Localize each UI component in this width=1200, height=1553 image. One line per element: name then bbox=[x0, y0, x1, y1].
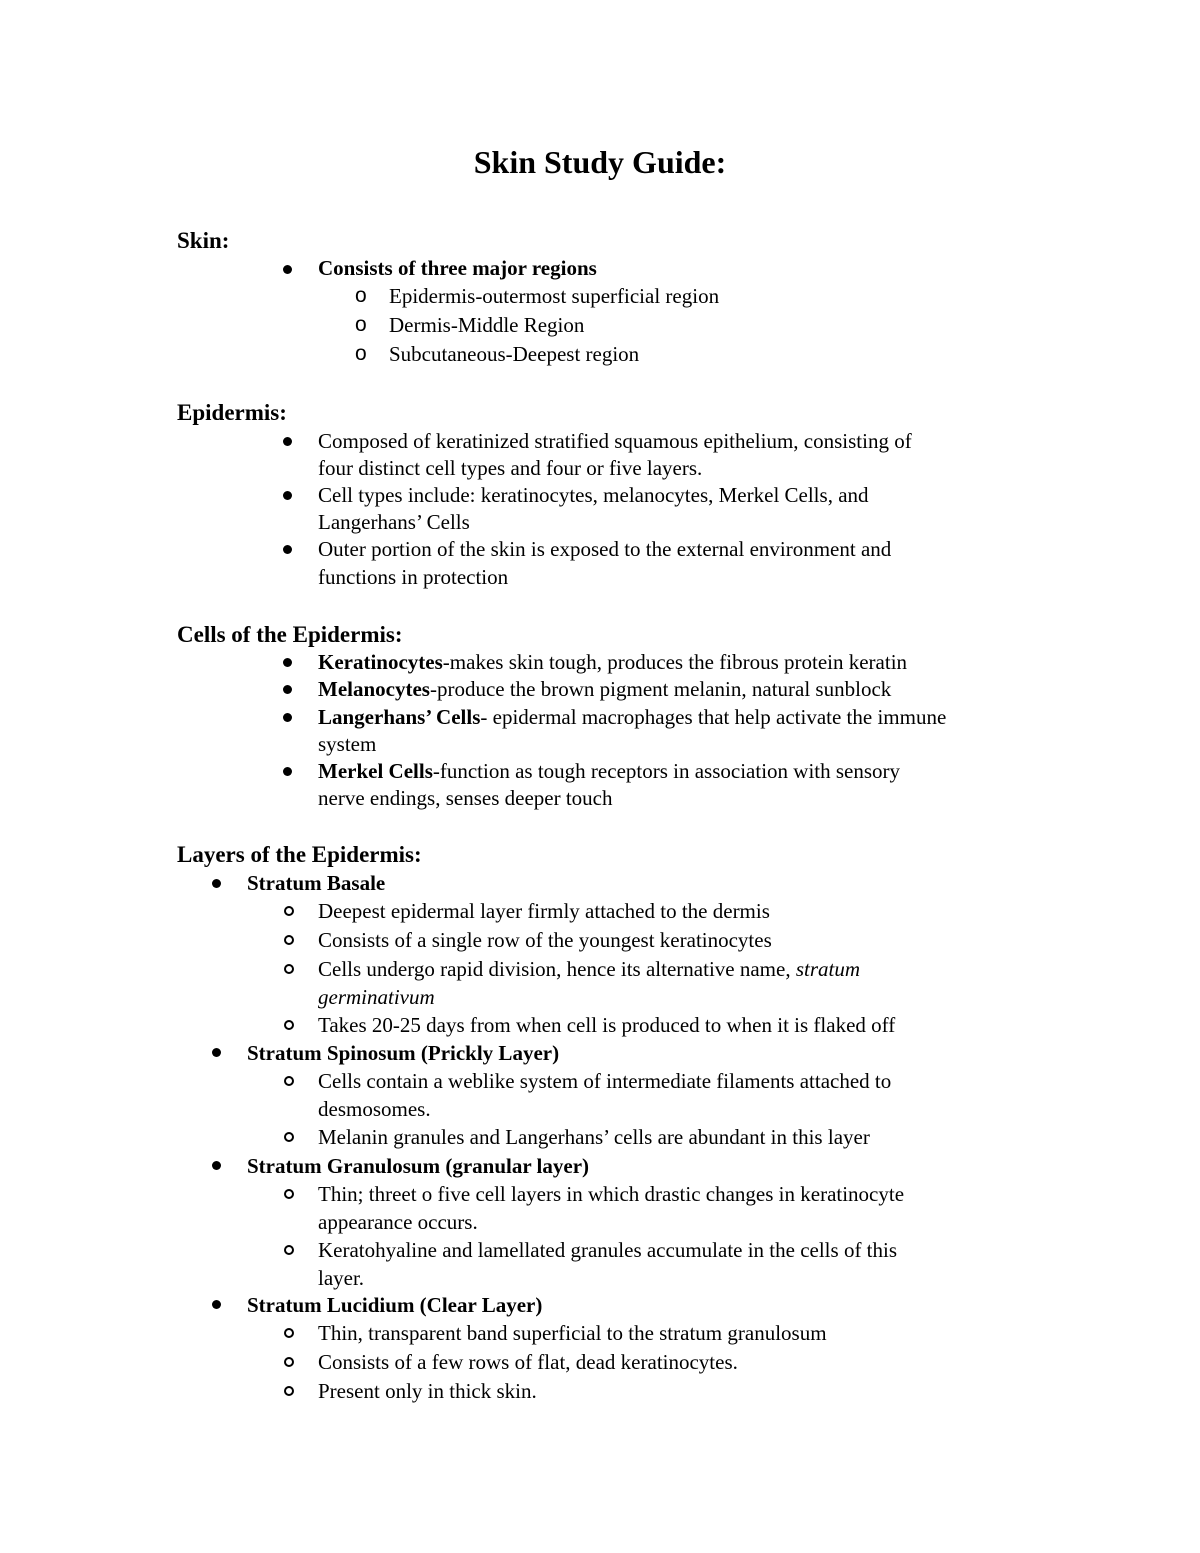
list-item: Consists of three major regions bbox=[318, 256, 597, 280]
definition: -function as tough receptors in association with sensory bbox=[432, 759, 901, 783]
list-item bbox=[318, 757, 900, 785]
list-item: Outer portion of the skin is exposed to the external environment and bbox=[318, 537, 892, 561]
list-item-continuation: functions in protection bbox=[318, 565, 509, 589]
bullet-icon bbox=[212, 1161, 221, 1170]
circle-bullet-icon bbox=[284, 935, 294, 945]
circle-bullet-icon bbox=[284, 1132, 294, 1142]
definition: - epidermal macrophages that help activate the immune bbox=[480, 705, 947, 729]
list-item: Consists of a few rows of flat, dead keratinocytes. bbox=[318, 1350, 738, 1374]
italic-term: stratum bbox=[795, 957, 861, 981]
list-item-continuation: nerve endings, senses deeper touch bbox=[318, 786, 613, 810]
bullet-icon bbox=[212, 1048, 221, 1057]
list-item-continuation: Langerhans’ Cells bbox=[318, 510, 470, 534]
section-heading-skin: Skin: bbox=[177, 228, 230, 253]
list-item-continuation: system bbox=[318, 732, 377, 756]
circle-bullet-icon bbox=[284, 964, 294, 974]
definition: -produce the brown pigment melanin, natural sunblock bbox=[429, 677, 892, 701]
list-item bbox=[318, 703, 946, 731]
term: Merkel Cells bbox=[318, 759, 433, 783]
bullet-icon bbox=[283, 545, 292, 554]
section-heading-cells: Cells of the Epidermis: bbox=[177, 622, 403, 647]
circle-bullet-icon bbox=[284, 1189, 294, 1199]
circle-bullet-icon: o bbox=[355, 342, 367, 365]
bullet-icon bbox=[283, 685, 292, 694]
circle-bullet-icon: o bbox=[355, 284, 367, 307]
definition: -makes skin tough, produces the fibrous protein keratin bbox=[442, 650, 908, 674]
term: Langerhans’ Cells bbox=[318, 705, 481, 729]
bullet-icon bbox=[283, 658, 292, 667]
list-item: Takes 20-25 days from when cell is produced to when it is flaked off bbox=[318, 1013, 896, 1037]
bullet-icon bbox=[283, 767, 292, 776]
circle-bullet-icon bbox=[284, 1020, 294, 1030]
circle-bullet-icon bbox=[284, 1328, 294, 1338]
term: Melanocytes bbox=[318, 677, 430, 701]
list-item-continuation: layer. bbox=[318, 1266, 365, 1290]
page-title: Skin Study Guide: bbox=[473, 144, 727, 180]
list-item: Thin, transparent band superficial to the stratum granulosum bbox=[318, 1321, 827, 1345]
bullet-icon bbox=[283, 265, 292, 274]
list-item bbox=[318, 648, 907, 676]
list-item: Keratohyaline and lamellated granules accumulate in the cells of this bbox=[318, 1238, 898, 1262]
list-item-continuation: germinativum bbox=[318, 985, 435, 1009]
circle-bullet-icon: o bbox=[355, 313, 367, 336]
term: Keratinocytes bbox=[318, 650, 443, 674]
list-item bbox=[318, 675, 891, 703]
layer-name: Stratum Granulosum (granular layer) bbox=[247, 1154, 590, 1178]
section-heading-epidermis: Epidermis: bbox=[177, 400, 287, 425]
bullet-icon bbox=[283, 713, 292, 722]
circle-bullet-icon bbox=[284, 1357, 294, 1367]
bullet-icon bbox=[212, 1300, 221, 1309]
list-item: Composed of keratinized stratified squamous epithelium, consisting of bbox=[318, 429, 912, 453]
layer-name: Stratum Basale bbox=[247, 871, 386, 895]
bullet-icon bbox=[212, 879, 221, 888]
circle-bullet-icon bbox=[284, 906, 294, 916]
bullet-icon bbox=[283, 437, 292, 446]
list-item: Cells contain a weblike system of intermediate filaments attached to bbox=[318, 1069, 892, 1093]
section-heading-layers: Layers of the Epidermis: bbox=[177, 842, 422, 867]
list-item: Thin; threet o five cell layers in which drastic changes in keratinocyte bbox=[318, 1182, 905, 1206]
list-item: Deepest epidermal layer firmly attached to the dermis bbox=[318, 899, 770, 923]
text: Cells undergo rapid division, hence its alternative name, bbox=[318, 957, 796, 981]
layer-name: Stratum Spinosum (Prickly Layer) bbox=[247, 1041, 560, 1065]
list-item: Cell types include: keratinocytes, melanocytes, Merkel Cells, and bbox=[318, 483, 869, 507]
circle-bullet-icon bbox=[284, 1245, 294, 1255]
bullet-icon bbox=[283, 491, 292, 500]
list-item: Epidermis-outermost superficial region bbox=[389, 284, 720, 308]
list-item bbox=[318, 955, 860, 983]
list-item: Consists of a single row of the youngest keratinocytes bbox=[318, 928, 772, 952]
layer-name: Stratum Lucidium (Clear Layer) bbox=[247, 1293, 543, 1317]
list-item-continuation: four distinct cell types and four or five layers. bbox=[318, 456, 703, 480]
list-item-continuation: desmosomes. bbox=[318, 1097, 431, 1121]
list-item: Present only in thick skin. bbox=[318, 1379, 537, 1403]
list-item: Dermis-Middle Region bbox=[389, 313, 585, 337]
list-item-continuation: appearance occurs. bbox=[318, 1210, 478, 1234]
list-item: Subcutaneous-Deepest region bbox=[389, 342, 640, 366]
circle-bullet-icon bbox=[284, 1076, 294, 1086]
circle-bullet-icon bbox=[284, 1386, 294, 1396]
list-item: Melanin granules and Langerhans’ cells are abundant in this layer bbox=[318, 1125, 870, 1149]
